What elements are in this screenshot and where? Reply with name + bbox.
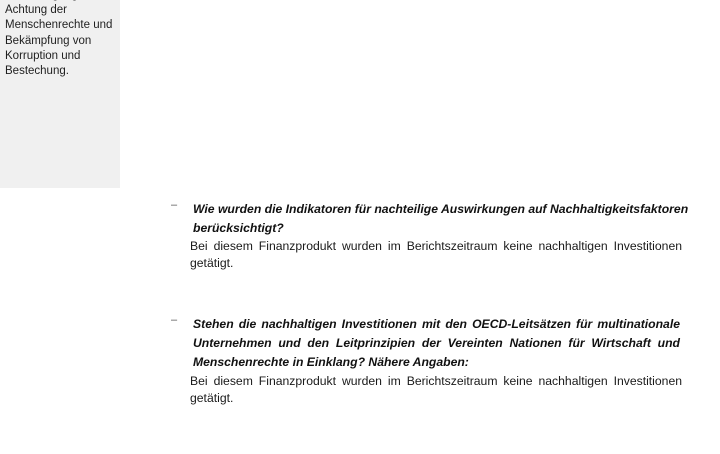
sidebar-line: Menschenrechte und [5,19,113,32]
sidebar-line: Bestechung. [5,65,69,78]
sidebar-line: Bekämpfung von [5,34,92,47]
heading-line: Menschenrechte in Einklang? Nähere Angaben: [193,354,469,369]
sidebar-box [0,0,120,188]
answer-line: getätigt. [190,390,234,405]
sidebar-line: Achtung der [5,4,68,17]
dash-marker: – [171,314,178,326]
heading-line: Stehen die nachhaltigen Investitionen mit den OECD-Leitsätzen für multinationale [193,317,680,331]
heading-line: berücksichtigt? [193,220,284,235]
answer-line: Bei diesem Finanzprodukt wurden im Berichtszeitraum keine nachhaltigen Investitionen [190,239,682,253]
heading-line: Unternehmen und den Leitprinzipien der Vereinten Nationen für Wirtschaft und [193,335,680,350]
sidebar-line: Korruption und [5,49,81,62]
answer-text [190,373,682,406]
question-heading [193,315,680,371]
answer-line: Bei diesem Finanzprodukt wurden im Berichtszeitraum keine nachhaltigen Investitionen [190,374,682,388]
heading-line: Wie wurden die Indikatoren für nachteilige Auswirkungen auf Nachhaltigkeitsfaktoren [193,202,689,216]
answer-line: getätigt. [190,255,234,270]
answer-text [190,238,682,271]
dash-marker: – [171,199,178,211]
sidebar-text [5,0,117,79]
question-heading [193,200,689,238]
